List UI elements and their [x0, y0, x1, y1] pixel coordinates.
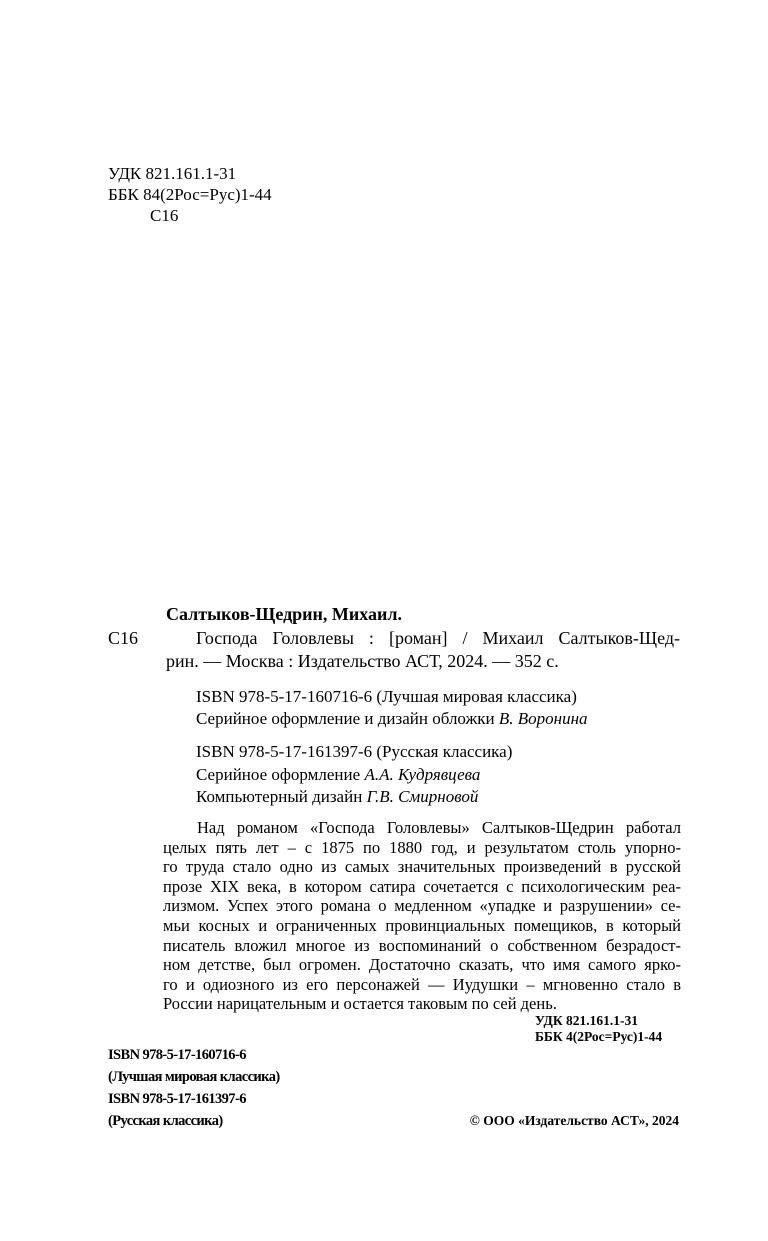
bib-heading: Салтыков-Щедрин, Михаил.	[166, 604, 403, 624]
computer-design-credit	[196, 786, 478, 807]
bib-line-1: Господа Головлевы : [роман] / Михаил Салтыков-Щед-	[196, 628, 680, 648]
design-credit-1-name: В. Воронина	[498, 709, 588, 728]
bib-line-2: рин. — Москва : Издательство АСТ, 2024. — 352 с.	[166, 651, 559, 671]
footer-series-1: (Лучшая мировая классика)	[108, 1069, 280, 1085]
bbk-bottom: ББК 4(2Рос=Рус)1-44	[535, 1029, 663, 1044]
design-credit-2-name: А.А. Кудрявцева	[364, 765, 481, 784]
design-credit-1-label: Серийное оформление и дизайн обложки	[196, 709, 495, 728]
annotation-paragraph	[163, 818, 681, 1014]
bbk-top: ББК 84(2Рос=Рус)1-44	[108, 185, 272, 204]
annotation-line: ном детстве, был огромен. Достаточно сказать, что имя самого ярко-	[163, 955, 681, 975]
footer-isbn-2: ISBN 978-5-17-161397-6	[108, 1091, 246, 1107]
design-credit-1	[196, 708, 588, 729]
annotation-line: мьи косных и ограниченных провинциальных помещиков, в который	[163, 915, 681, 935]
annotation-line: целых пять лет – с 1875 по 1880 год, и результатом столь упорно-	[163, 837, 681, 857]
annotation-line: Над романом «Господа Головлевы» Салтыков-Щедрин работал	[197, 818, 681, 837]
isbn-block-1-line: ISBN 978-5-17-160716-6 (Лучшая мировая классика)	[196, 687, 577, 706]
footer-series-2: (Русская классика)	[108, 1113, 223, 1129]
computer-design-name: Г.В. Смирновой	[366, 787, 479, 806]
annotation-line: прозе XIX века, в котором сатира сочетается с психологическим реа-	[163, 876, 681, 896]
design-credit-2-label: Серийное оформление	[196, 765, 361, 784]
isbn-block-2-line: ISBN 978-5-17-161397-6 (Русская классика)	[196, 742, 513, 761]
copyright: © ООО «Издательство АСТ», 2024	[469, 1113, 679, 1128]
computer-design-label: Компьютерный дизайн	[196, 787, 363, 806]
udk-top: УДК 821.161.1-31	[108, 164, 237, 183]
author-mark-top: С16	[150, 206, 179, 225]
author-mark-bib: С16	[108, 628, 139, 648]
footer-isbn-1: ISBN 978-5-17-160716-6	[108, 1047, 246, 1063]
annotation-line: лизмом. Успех этого романа о медленном «упадке и разрушении» се-	[163, 896, 681, 916]
annotation-line: го труда стало одно из самых значительных произведений в русской	[163, 857, 681, 877]
design-credit-2	[196, 764, 480, 785]
annotation-line: России нарицательным и остается таковым по сей день.	[163, 994, 557, 1014]
udk-bottom: УДК 821.161.1-31	[535, 1013, 638, 1028]
annotation-line: го и одиозного из его персонажей — Иудушки – мгновенно стало в	[163, 974, 681, 994]
annotation-line: писатель вложил многое из воспоминаний о собственном безрадост-	[163, 935, 681, 955]
